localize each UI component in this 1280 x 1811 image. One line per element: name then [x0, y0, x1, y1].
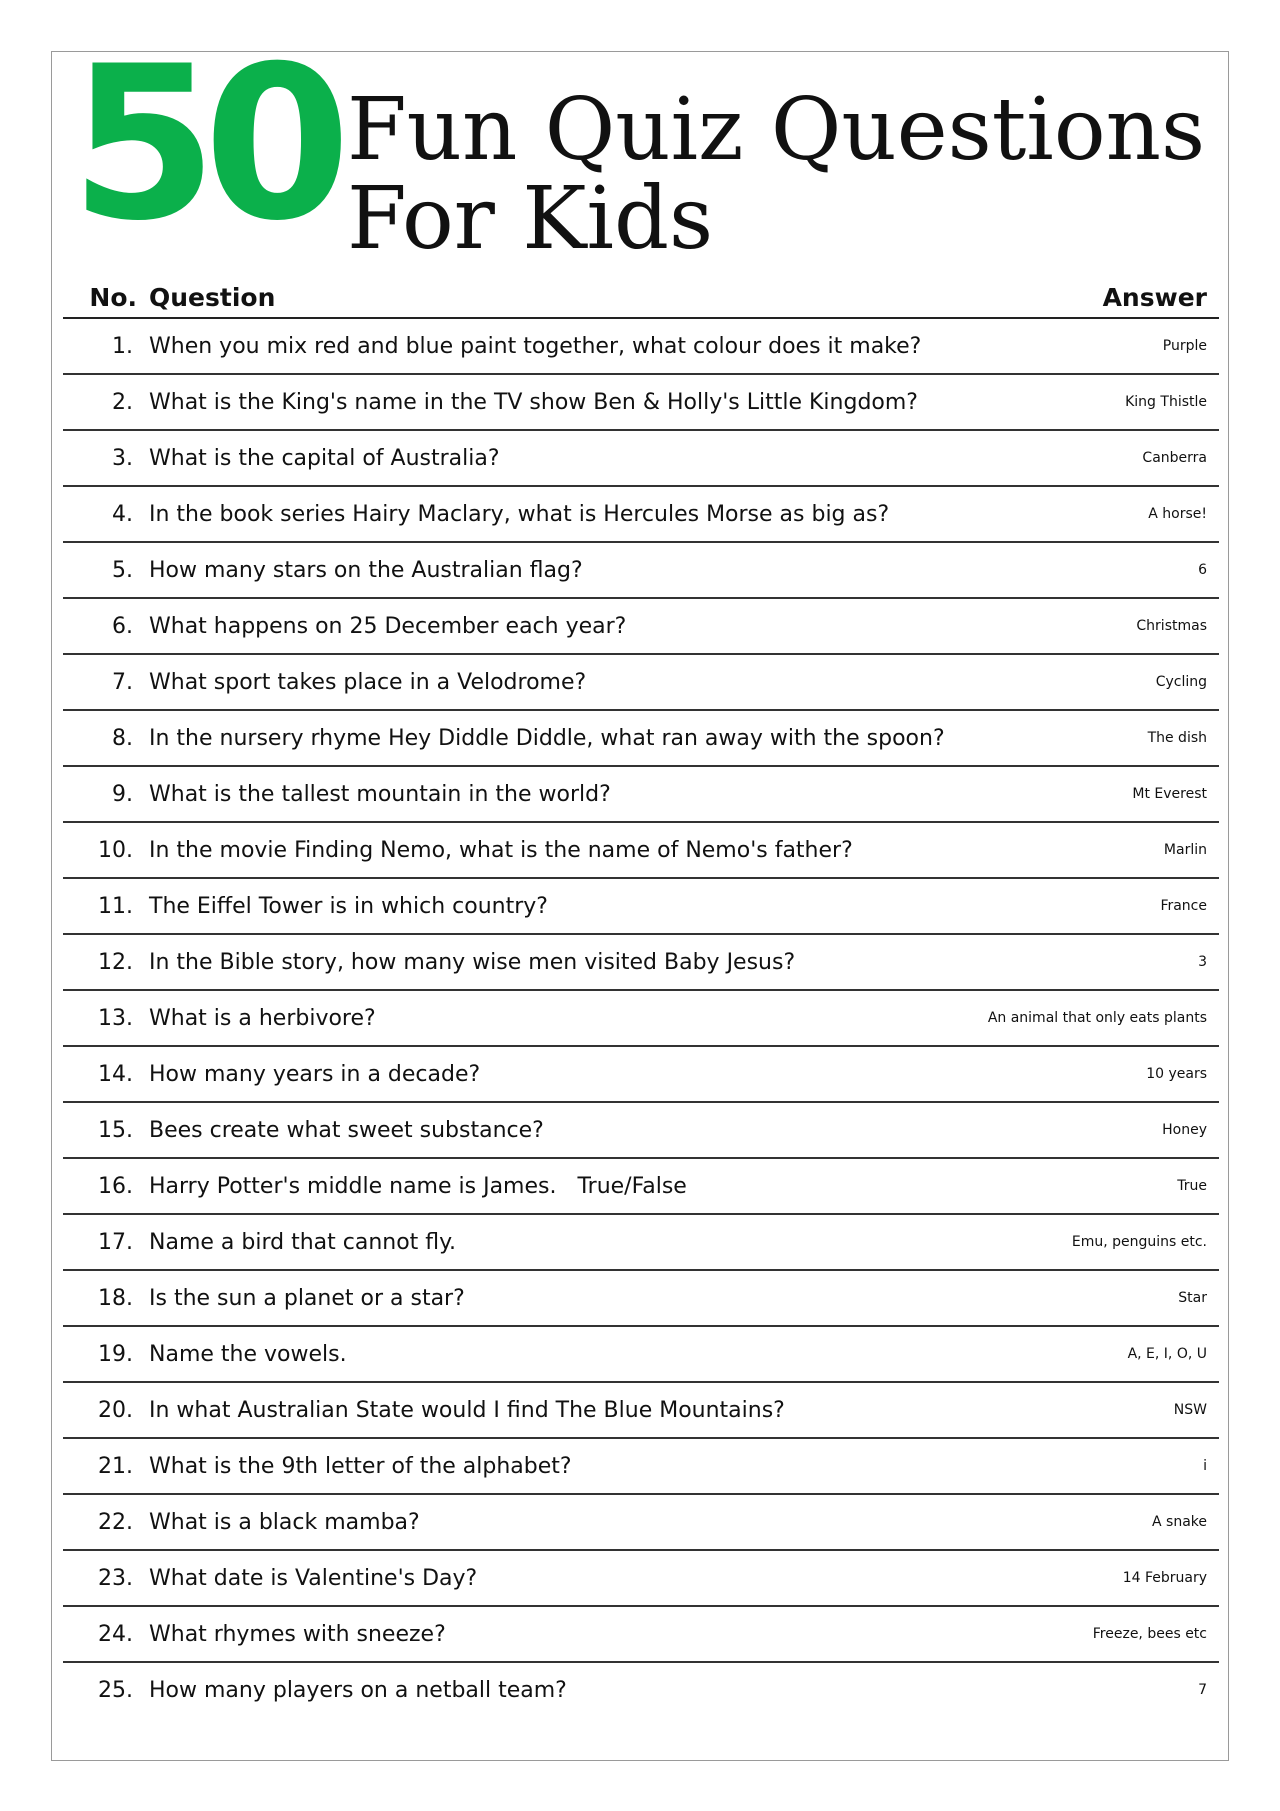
question-number: 11.	[63, 878, 149, 934]
table-row	[63, 766, 1219, 822]
answer-text: 7	[1198, 1682, 1207, 1698]
table-row	[63, 710, 1219, 766]
answer-text: 6	[929, 542, 1219, 598]
answer-text: Cycling	[929, 654, 1219, 710]
table-row	[63, 1158, 1219, 1214]
column-header-question: Question	[149, 278, 929, 318]
question-number: 24.	[63, 1606, 149, 1662]
question-text: Name a bird that cannot fly.	[149, 1214, 929, 1270]
answer-text: True	[929, 1158, 1219, 1214]
question-text: What is the 9th letter of the alphabet?	[149, 1438, 929, 1494]
table-row	[63, 318, 1219, 374]
table-row	[63, 1438, 1219, 1494]
question-number: 1.	[63, 318, 149, 374]
title-number: 50	[70, 20, 338, 267]
answer-text: 10 years	[929, 1046, 1219, 1102]
answer-text: A, E, I, O, U	[929, 1326, 1219, 1382]
table-row	[63, 1662, 1219, 1717]
question-text: In the book series Hairy Maclary, what is Hercules Morse as big as?	[149, 486, 929, 542]
question-text: In the nursery rhyme Hey Diddle Diddle, what ran away with the spoon?	[149, 710, 929, 766]
answer-text: A horse!	[929, 486, 1219, 542]
table-row	[63, 1382, 1219, 1438]
question-number: 7.	[63, 654, 149, 710]
column-header-answer: Answer	[929, 278, 1219, 318]
question-number: 8.	[63, 710, 149, 766]
table-row	[63, 654, 1219, 710]
table-row	[63, 486, 1219, 542]
question-text: How many years in a decade?	[149, 1046, 929, 1102]
question-number: 23.	[63, 1550, 149, 1606]
answer-text: Canberra	[929, 430, 1219, 486]
question-number: 19.	[63, 1326, 149, 1382]
answer-text: Freeze, bees etc	[929, 1606, 1219, 1662]
question-text: In what Australian State would I find The Blue Mountains?	[149, 1382, 929, 1438]
table-body	[63, 318, 1219, 1717]
answer-text: Star	[929, 1270, 1219, 1326]
page-title	[347, 80, 1206, 269]
table-row	[63, 1606, 1219, 1662]
question-number: 25.	[98, 1677, 133, 1703]
question-number: 2.	[63, 374, 149, 430]
question-number: 6.	[63, 598, 149, 654]
answer-text: A snake	[929, 1494, 1219, 1550]
answer-text: 3	[929, 934, 1219, 990]
table-row	[63, 1214, 1219, 1270]
question-text: What is a herbivore?	[149, 990, 929, 1046]
table-row	[63, 1494, 1219, 1550]
title-line-1: Fun Quiz Questions	[347, 80, 1206, 180]
question-text: When you mix red and blue paint together, what colour does it make?	[149, 318, 929, 374]
question-text: Is the sun a planet or a star?	[149, 1270, 929, 1326]
question-text: What is the King's name in the TV show Ben & Holly's Little Kingdom?	[149, 374, 929, 430]
table-row	[63, 1046, 1219, 1102]
question-number: 13.	[63, 990, 149, 1046]
table-row	[63, 878, 1219, 934]
table-row	[63, 1550, 1219, 1606]
question-number: 16.	[63, 1158, 149, 1214]
title-line-2: For Kids	[347, 169, 714, 269]
question-text: How many stars on the Australian flag?	[149, 542, 929, 598]
question-number: 4.	[63, 486, 149, 542]
table-header-row	[63, 278, 1219, 318]
answer-text: NSW	[929, 1382, 1219, 1438]
question-text: In the Bible story, how many wise men visited Baby Jesus?	[149, 934, 929, 990]
table-row	[63, 430, 1219, 486]
table-row	[63, 934, 1219, 990]
answer-text: Christmas	[929, 598, 1219, 654]
column-header-no: No.	[63, 278, 149, 318]
question-number: 18.	[63, 1270, 149, 1326]
table-row	[63, 1270, 1219, 1326]
table-row	[63, 822, 1219, 878]
question-text: Harry Potter's middle name is James. True/False	[149, 1158, 929, 1214]
answer-text: King Thistle	[929, 374, 1219, 430]
answer-text: Honey	[929, 1102, 1219, 1158]
question-number: 5.	[63, 542, 149, 598]
table-row	[63, 1326, 1219, 1382]
question-number: 12.	[63, 934, 149, 990]
answer-text: Marlin	[929, 822, 1219, 878]
answer-text: 14 February	[929, 1550, 1219, 1606]
question-text: Bees create what sweet substance?	[149, 1102, 929, 1158]
question-text: How many players on a netball team?	[149, 1677, 567, 1703]
table-row	[63, 990, 1219, 1046]
answer-text: i	[929, 1438, 1219, 1494]
question-number: 22.	[63, 1494, 149, 1550]
question-text: Name the vowels.	[149, 1326, 929, 1382]
answer-text: Mt Everest	[929, 766, 1219, 822]
question-number: 15.	[63, 1102, 149, 1158]
question-text: What sport takes place in a Velodrome?	[149, 654, 929, 710]
table-row	[63, 1102, 1219, 1158]
question-number: 17.	[63, 1214, 149, 1270]
table-row	[63, 374, 1219, 430]
question-text: What rhymes with sneeze?	[149, 1606, 929, 1662]
question-number: 20.	[63, 1382, 149, 1438]
quiz-table	[63, 278, 1219, 1717]
question-text: What date is Valentine's Day?	[149, 1550, 929, 1606]
answer-text: Purple	[929, 318, 1219, 374]
question-text: The Eiffel Tower is in which country?	[149, 878, 929, 934]
question-number: 21.	[63, 1438, 149, 1494]
question-text: What happens on 25 December each year?	[149, 598, 929, 654]
answer-text: An animal that only eats plants	[929, 990, 1219, 1046]
question-text: What is a black mamba?	[149, 1494, 929, 1550]
answer-text: The dish	[929, 710, 1219, 766]
question-text: What is the capital of Australia?	[149, 430, 929, 486]
answer-text: France	[929, 878, 1219, 934]
question-number: 10.	[63, 822, 149, 878]
question-text: What is the tallest mountain in the world?	[149, 766, 929, 822]
table-row	[63, 542, 1219, 598]
question-number: 14.	[63, 1046, 149, 1102]
question-text: In the movie Finding Nemo, what is the name of Nemo's father?	[149, 822, 929, 878]
answer-text: Emu, penguins etc.	[929, 1214, 1219, 1270]
question-number: 3.	[63, 430, 149, 486]
question-number: 9.	[63, 766, 149, 822]
table-row	[63, 598, 1219, 654]
